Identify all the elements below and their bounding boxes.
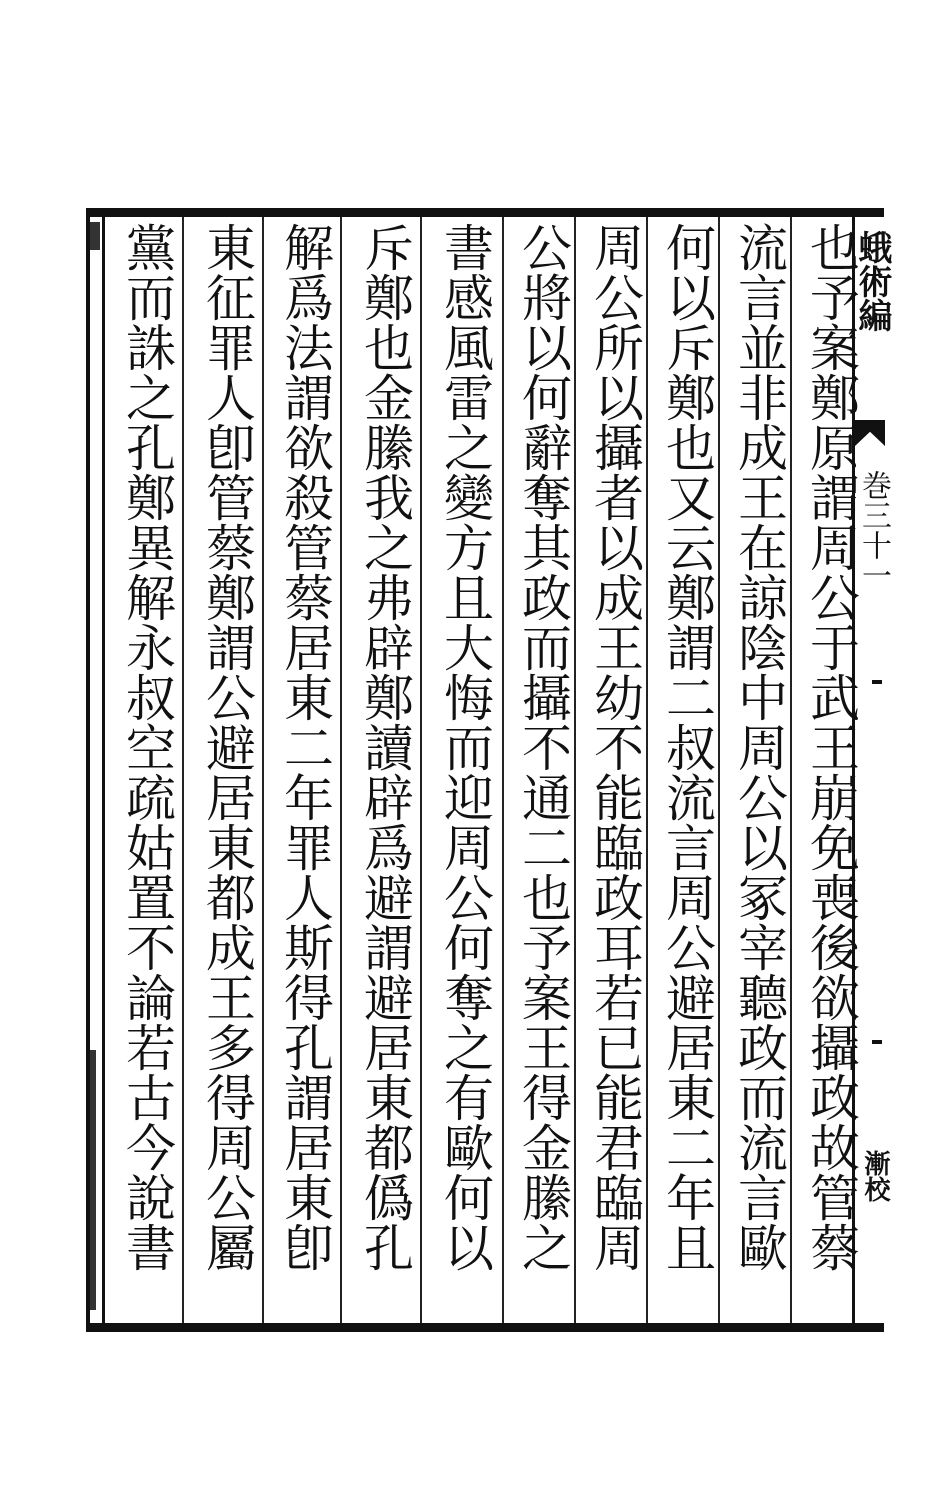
text-column: 周公所以攝者以成王幼不能臨政耳若已能君臨周 <box>586 222 644 1272</box>
column-rule <box>182 217 184 1323</box>
page-label: 漸校 <box>860 1150 890 1202</box>
text-column: 黨而誅之孔鄭異解永叔空疏姑置不論若古今說書 <box>118 222 176 1272</box>
book-title: 蛾術編 <box>852 230 892 332</box>
edge-mark <box>90 222 100 250</box>
column-rule <box>646 217 648 1323</box>
text-column: 公將以何辭奪其政而攝不通二也予案王得金縢之 <box>514 222 572 1272</box>
text-column: 書感風雷之變方且大悔而迎周公何奪之有歐何以 <box>436 222 494 1272</box>
volume-label: 巻三十一 <box>856 470 891 590</box>
text-column: 東征罪人卽管蔡鄭謂公避居東都成王多得周公屬 <box>198 222 256 1272</box>
edge-mark <box>90 1050 96 1310</box>
column-rule <box>790 217 792 1323</box>
text-column: 流言並非成王在諒陰中周公以冢宰聽政而流言歐 <box>730 222 788 1272</box>
header-tick <box>872 680 882 684</box>
column-rule <box>262 217 264 1323</box>
header-tick <box>872 1040 882 1044</box>
column-rule <box>574 217 576 1323</box>
frame-left-rule <box>102 208 105 1332</box>
text-column: 也予案鄭原謂周公于武王崩免喪後欲攝政故管蔡 <box>802 222 860 1272</box>
text-column: 何以斥鄭也又云鄭謂二叔流言周公避居東二年且 <box>658 222 716 1272</box>
column-rule <box>420 217 422 1323</box>
text-column: 斥鄭也金縢我之弗辟鄭讀辟爲避謂避居東都僞孔 <box>356 222 414 1272</box>
column-rule <box>340 217 342 1323</box>
column-rule <box>502 217 504 1323</box>
column-rule <box>718 217 720 1323</box>
text-column: 解爲法謂欲殺管蔡居東二年罪人斯得孔謂居東卽 <box>276 222 334 1272</box>
